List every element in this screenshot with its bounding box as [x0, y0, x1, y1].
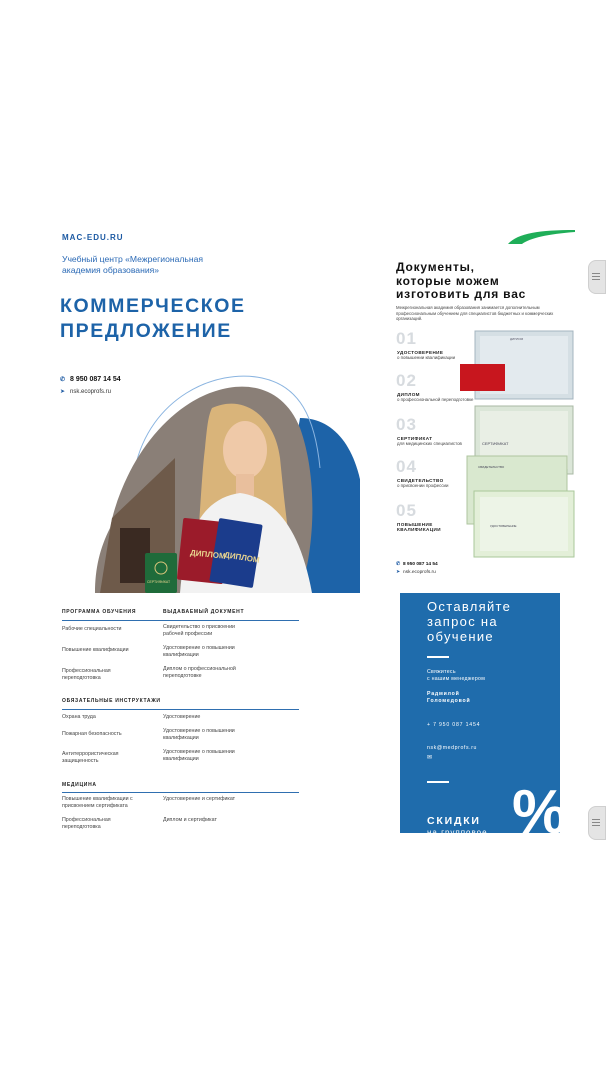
table-cell-program: Антитеррористическая защищенность [62, 751, 119, 764]
doc-item-title: УДОСТОВЕРЕНИЕ [397, 350, 444, 355]
request-page [400, 593, 568, 847]
table-cell-document: Диплом о профессиональной переподготовке [163, 666, 236, 679]
cover-title-line1: КОММЕРЧЕСКОЕ [60, 295, 246, 317]
green-accent-shape [500, 228, 580, 244]
divider [427, 781, 449, 783]
doc-number: 02 [396, 371, 417, 390]
cover-decor [0, 228, 360, 593]
certificates-stack [458, 331, 578, 561]
doc-number: 03 [396, 415, 417, 434]
col-header-program: ПРОГРАММА ОБУЧЕНИЯ [62, 609, 137, 615]
table-cell-document: Удостоверение [163, 714, 201, 720]
site-logo: MAC-EDU.RU [62, 233, 124, 242]
programs-page [0, 593, 360, 833]
book-label-1: ДИПЛОМ [189, 548, 227, 561]
discount-title: СКИДКИ [427, 815, 481, 827]
manager-line2: Голомедовой [427, 697, 471, 704]
side-scroll-handle[interactable] [588, 260, 606, 294]
doc-item-title: СВИДЕТЕЛЬСТВО [397, 478, 444, 483]
cover-title [60, 294, 340, 344]
book-label-2: ДИПЛОМ [223, 550, 261, 565]
doc-item-text: для медицинских специалистов [397, 441, 462, 447]
table-cell-document: Удостоверение о повышении квалификации [163, 728, 235, 741]
request-title-line1: Оставляйте [427, 599, 512, 614]
table-cell-document: Диплом и сертификат [163, 817, 217, 823]
request-title-line3: обучение [427, 629, 494, 644]
manager-name [427, 691, 471, 704]
documents-page [360, 228, 600, 593]
contact-line1: Свяжитесь [427, 669, 456, 675]
cert-label-1: ДИПЛОМ [510, 337, 524, 341]
doc-item-title: ПОВЫШЕНИЕ [397, 522, 433, 527]
cursor-icon: ➤ [60, 389, 66, 395]
doc-item-text: о повышении квалификации [397, 355, 456, 361]
cover-page [0, 228, 360, 593]
cert-label-2: СЕРТИФИКАТ [482, 441, 509, 446]
cover-phone-text: 8 950 087 14 54 [70, 376, 121, 383]
documents-site-text: nsk.ecoprofs.ru [403, 570, 436, 575]
doc-number: 04 [396, 457, 417, 476]
doc-item-text: о присвоении профессии [397, 483, 449, 489]
doc-item-title: СЕРТИФИКАТ [397, 436, 433, 441]
documents-phone-text: 8 950 087 14 54 [403, 562, 438, 567]
doc-number: 05 [396, 501, 417, 520]
book-label-3: СЕРТИФИКАТ [147, 580, 171, 584]
green-certificate-book [145, 553, 177, 593]
table-cell-program: Повышение квалификации [62, 647, 129, 653]
percent-sign: % [512, 778, 568, 847]
col-header-document: ВЫДАВАЕМЫЙ ДОКУМЕНТ [163, 609, 245, 615]
documents-title [396, 261, 596, 302]
cursor-icon: ➤ [396, 570, 401, 575]
divider [427, 656, 449, 658]
request-title [427, 599, 557, 644]
request-title-line2: запрос на [427, 614, 498, 629]
table-cell-program: Профессиональная переподготовка [62, 817, 111, 830]
documents-title-line2: которые можем [396, 273, 500, 288]
divider [62, 792, 299, 793]
cover-title-line2: ПРЕДЛОЖЕНИЕ [60, 320, 232, 342]
cover-subtitle: Учебный центр «Межрегиональная академия образования» [62, 254, 204, 275]
request-phone: + 7 950 087 1454 [427, 722, 481, 728]
table-cell-document: Свидетельство о присвоении рабочей профессии [163, 624, 236, 637]
documents-description: Межрегиональная академия образования занимается дополнительным профессиональным обучением для специалистов бюджетных и коммерческих организаций. [396, 305, 554, 322]
section-header: МЕДИЦИНА [62, 782, 97, 788]
discount-subtitle: на групповое [427, 828, 488, 837]
red-diploma-image [460, 364, 505, 391]
side-scroll-handle[interactable] [588, 806, 606, 840]
contact-line2: с нашим менеджером [427, 675, 486, 682]
table-cell-program: Профессиональная переподготовка [62, 668, 111, 681]
table-cell-program: Пожарная безопасность [62, 731, 122, 737]
doc-item-text: о профессиональной переподготовке [397, 397, 474, 403]
person-face [223, 421, 267, 479]
divider [62, 709, 299, 710]
table-cell-program: Рабочие специальности [62, 626, 122, 632]
phone-icon: ✆ [60, 377, 66, 383]
manager-line1: Радмилой [427, 691, 460, 697]
section-header: ОБЯЗАТЕЛЬНЫЕ ИНСТРУКТАЖИ [62, 698, 161, 704]
cert-label-4: УДОСТОВЕРЕНИЕ [490, 524, 517, 528]
table-cell-document: Удостоверение и сертификат [163, 796, 236, 802]
request-email: nsk@medprofs.ru [427, 745, 478, 751]
cover-site-text: nsk.ecoprofs.ru [70, 389, 112, 395]
documents-site [396, 570, 436, 575]
table-cell-document: Удостоверение о повышении квалификации [163, 645, 235, 658]
table-cell-program: Повышение квалификации с присвоением сертификата [62, 796, 133, 809]
documents-title-line1: Документы, [396, 260, 475, 274]
table-cell-program: Охрана труда [62, 714, 96, 720]
email-icon: ✉ [427, 755, 433, 761]
divider [62, 620, 299, 621]
cover-phone [60, 376, 121, 383]
phone-icon: ✆ [396, 562, 401, 567]
cert-label-3: СВИДЕТЕЛЬСТВО [478, 465, 505, 469]
doc-number: 01 [396, 329, 417, 348]
person-neck [236, 474, 254, 496]
doc-item-text: КВАЛИФИКАЦИИ [397, 527, 441, 533]
contact-text [427, 669, 485, 682]
cover-site [60, 388, 111, 395]
documents-phone [396, 562, 438, 567]
table-cell-document: Удостоверение о повышении квалификации [163, 749, 235, 762]
doc-item-title: ДИПЛОМ [397, 392, 420, 397]
documents-title-line3: изготовить для вас [396, 287, 527, 301]
